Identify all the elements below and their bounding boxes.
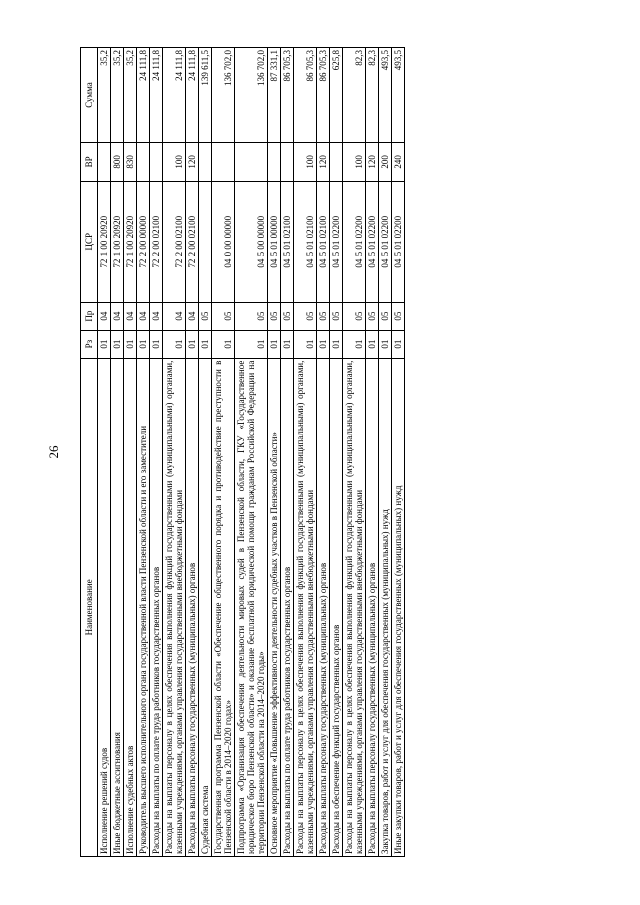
cell-name: Руководитель высшего исполнительного органа государственной власти Пензенской области и его заместители [137, 358, 150, 856]
cell-name: Исполнение решений судов [98, 358, 111, 856]
cell-pr: 05 [281, 302, 294, 330]
cell-name: Расходы на выплаты персоналу в целях обеспечения выполнения функций государственными (муниципальными) органами, казенными учреждениями, органами управления государственными внебюджетными фондами [294, 358, 317, 856]
cell-name: Расходы на выплаты персоналу в целях обеспечения выполнения функций государственными (муниципальными) органами, казенными учреждениями, органами управления государственными внебюджетными фондами [343, 358, 366, 856]
cell-vr: 830 [124, 142, 137, 181]
cell-csr: 04 5 01 02200 [379, 181, 392, 302]
cell-vr [268, 142, 281, 181]
cell-pr: 05 [212, 302, 235, 330]
cell-pr: 04 [111, 302, 124, 330]
cell-sum: 82,3 [343, 48, 366, 143]
cell-name: Расходы на выплаты по оплате труда работников государственных органов [281, 358, 294, 856]
rotated-page-content [80, 47, 560, 857]
table-row [392, 48, 405, 857]
cell-csr: 72 1 00 20920 [111, 181, 124, 302]
cell-rz: 01 [186, 330, 199, 358]
cell-rz: 01 [98, 330, 111, 358]
table-row [111, 48, 124, 857]
table-row [98, 48, 111, 857]
cell-sum: 35,2 [124, 48, 137, 143]
table-row [235, 48, 268, 857]
cell-pr: 04 [163, 302, 186, 330]
cell-sum: 86 705,3 [281, 48, 294, 143]
header-row [81, 48, 98, 857]
cell-pr: 05 [294, 302, 317, 330]
cell-pr: 04 [186, 302, 199, 330]
cell-csr: 72 2 00 02100 [150, 181, 163, 302]
cell-sum: 35,2 [111, 48, 124, 143]
cell-rz: 01 [294, 330, 317, 358]
cell-vr: 100 [163, 142, 186, 181]
cell-sum: 625,8 [330, 48, 343, 143]
cell-csr: 04 5 00 00000 [235, 181, 268, 302]
cell-name: Расходы на выплаты персоналу государственных (муниципальных) органов [317, 358, 330, 856]
cell-vr: 100 [294, 142, 317, 181]
cell-vr: 100 [343, 142, 366, 181]
cell-name: Закупка товаров, работ и услуг для обеспечения государственных (муниципальных) нужд [379, 358, 392, 856]
cell-vr [281, 142, 294, 181]
cell-sum: 24 111,8 [150, 48, 163, 143]
header-rz: Рз [81, 330, 98, 358]
table-row [124, 48, 137, 857]
cell-sum: 24 111,8 [186, 48, 199, 143]
cell-name: Расходы на выплаты по оплате труда работников государственных органов [150, 358, 163, 856]
cell-csr: 72 1 00 20920 [98, 181, 111, 302]
cell-csr: 04 5 01 02200 [343, 181, 366, 302]
cell-pr: 04 [137, 302, 150, 330]
cell-csr: 72 1 00 20920 [124, 181, 137, 302]
table-row [212, 48, 235, 857]
table-row [150, 48, 163, 857]
cell-sum: 24 111,8 [137, 48, 150, 143]
cell-name: Иные бюджетные ассигнования [111, 358, 124, 856]
cell-rz: 01 [268, 330, 281, 358]
cell-pr: 05 [235, 302, 268, 330]
cell-name: Расходы на обеспечение функций государственных органов [330, 358, 343, 856]
cell-sum: 82,3 [366, 48, 379, 143]
cell-pr: 05 [268, 302, 281, 330]
cell-vr: 120 [317, 142, 330, 181]
cell-csr: 04 5 01 02200 [366, 181, 379, 302]
cell-rz: 01 [392, 330, 405, 358]
cell-sum: 493,5 [392, 48, 405, 143]
cell-rz: 01 [281, 330, 294, 358]
cell-sum: 136 702,0 [212, 48, 235, 143]
cell-vr [212, 142, 235, 181]
cell-csr: 04 5 01 02100 [281, 181, 294, 302]
cell-sum: 35,2 [98, 48, 111, 143]
cell-name: Судебная система [199, 358, 212, 856]
cell-rz: 01 [124, 330, 137, 358]
cell-rz: 01 [137, 330, 150, 358]
cell-name: Расходы на выплаты персоналу в целях обеспечения выполнения функций государственными (муниципальными) органами, казенными учреждениями, органами управления государственными внебюджетными фондами [163, 358, 186, 856]
cell-csr: 04 5 01 02200 [392, 181, 405, 302]
cell-csr: 72 2 00 00000 [137, 181, 150, 302]
cell-sum: 139 611,5 [199, 48, 212, 143]
cell-rz: 01 [330, 330, 343, 358]
cell-vr: 240 [392, 142, 405, 181]
cell-vr: 200 [379, 142, 392, 181]
cell-rz: 01 [163, 330, 186, 358]
cell-vr [150, 142, 163, 181]
cell-rz: 01 [317, 330, 330, 358]
cell-pr: 04 [150, 302, 163, 330]
table-row [186, 48, 199, 857]
header-sum: Сумма [81, 48, 98, 143]
table-row [317, 48, 330, 857]
cell-csr: 72 2 00 02100 [186, 181, 199, 302]
cell-rz: 01 [111, 330, 124, 358]
cell-csr: 04 5 01 02100 [294, 181, 317, 302]
table-row [343, 48, 366, 857]
cell-vr: 120 [186, 142, 199, 181]
table-row [281, 48, 294, 857]
cell-vr [199, 142, 212, 181]
cell-rz: 01 [235, 330, 268, 358]
table-row [199, 48, 212, 857]
cell-pr: 05 [392, 302, 405, 330]
cell-sum: 493,5 [379, 48, 392, 143]
cell-pr: 05 [379, 302, 392, 330]
cell-sum: 86 705,3 [317, 48, 330, 143]
cell-csr: 04 5 01 00000 [268, 181, 281, 302]
cell-vr [330, 142, 343, 181]
table-row [137, 48, 150, 857]
cell-name: Государственная программа Пензенской области «Обеспечение общественного порядка и противодействие преступности в Пензенской области в 2014–2020 годах» [212, 358, 235, 856]
cell-csr: 72 2 00 02100 [163, 181, 186, 302]
cell-csr: 04 0 00 00000 [212, 181, 235, 302]
cell-sum: 24 111,8 [163, 48, 186, 143]
cell-name: Расходы на выплаты персоналу государственных (муниципальных) органов [366, 358, 379, 856]
cell-name: Подпрограмма «Организация обеспечения деятельности мировых судей в Пензенской области, ГКУ «Государственное юридическое бюро Пензенской области» и оказание бесплатной юридической помощи гражданам Российской Федерации на территории Пензенской области на 2014–2020 годы» [235, 358, 268, 856]
cell-rz: 01 [343, 330, 366, 358]
cell-pr: 05 [317, 302, 330, 330]
table-row [330, 48, 343, 857]
cell-sum: 86 705,3 [294, 48, 317, 143]
cell-pr: 05 [366, 302, 379, 330]
cell-sum: 87 331,1 [268, 48, 281, 143]
cell-name: Исполнение судебных актов [124, 358, 137, 856]
table-row [294, 48, 317, 857]
table-row [268, 48, 281, 857]
cell-vr: 120 [366, 142, 379, 181]
table-body [98, 48, 405, 857]
cell-rz: 01 [150, 330, 163, 358]
cell-vr [235, 142, 268, 181]
table-row [379, 48, 392, 857]
cell-pr: 04 [98, 302, 111, 330]
cell-name: Расходы на выплаты персоналу государственных (муниципальных) органов [186, 358, 199, 856]
table-header [81, 48, 98, 857]
cell-vr [98, 142, 111, 181]
cell-csr: 04 5 01 02200 [330, 181, 343, 302]
cell-rz: 01 [366, 330, 379, 358]
cell-vr: 800 [111, 142, 124, 181]
cell-sum: 136 702,0 [235, 48, 268, 143]
header-pr: Пр [81, 302, 98, 330]
table-row [366, 48, 379, 857]
cell-csr: 04 5 01 02100 [317, 181, 330, 302]
table-row [163, 48, 186, 857]
cell-csr [199, 181, 212, 302]
cell-name: Основное мероприятие «Повышение эффективности деятельности судебных участков в Пензенской области» [268, 358, 281, 856]
header-csr: ЦСР [81, 181, 98, 302]
cell-pr: 04 [124, 302, 137, 330]
cell-name: Иные закупки товаров, работ и услуг для обеспечения государственных (муниципальных) нужд [392, 358, 405, 856]
cell-rz: 01 [212, 330, 235, 358]
cell-pr: 05 [199, 302, 212, 330]
cell-pr: 05 [343, 302, 366, 330]
budget-table [80, 47, 405, 857]
header-name: Наименование [81, 358, 98, 856]
header-vr: ВР [81, 142, 98, 181]
cell-rz: 01 [199, 330, 212, 358]
cell-vr [137, 142, 150, 181]
cell-rz: 01 [379, 330, 392, 358]
cell-pr: 05 [330, 302, 343, 330]
page-number: 26 [46, 445, 61, 459]
